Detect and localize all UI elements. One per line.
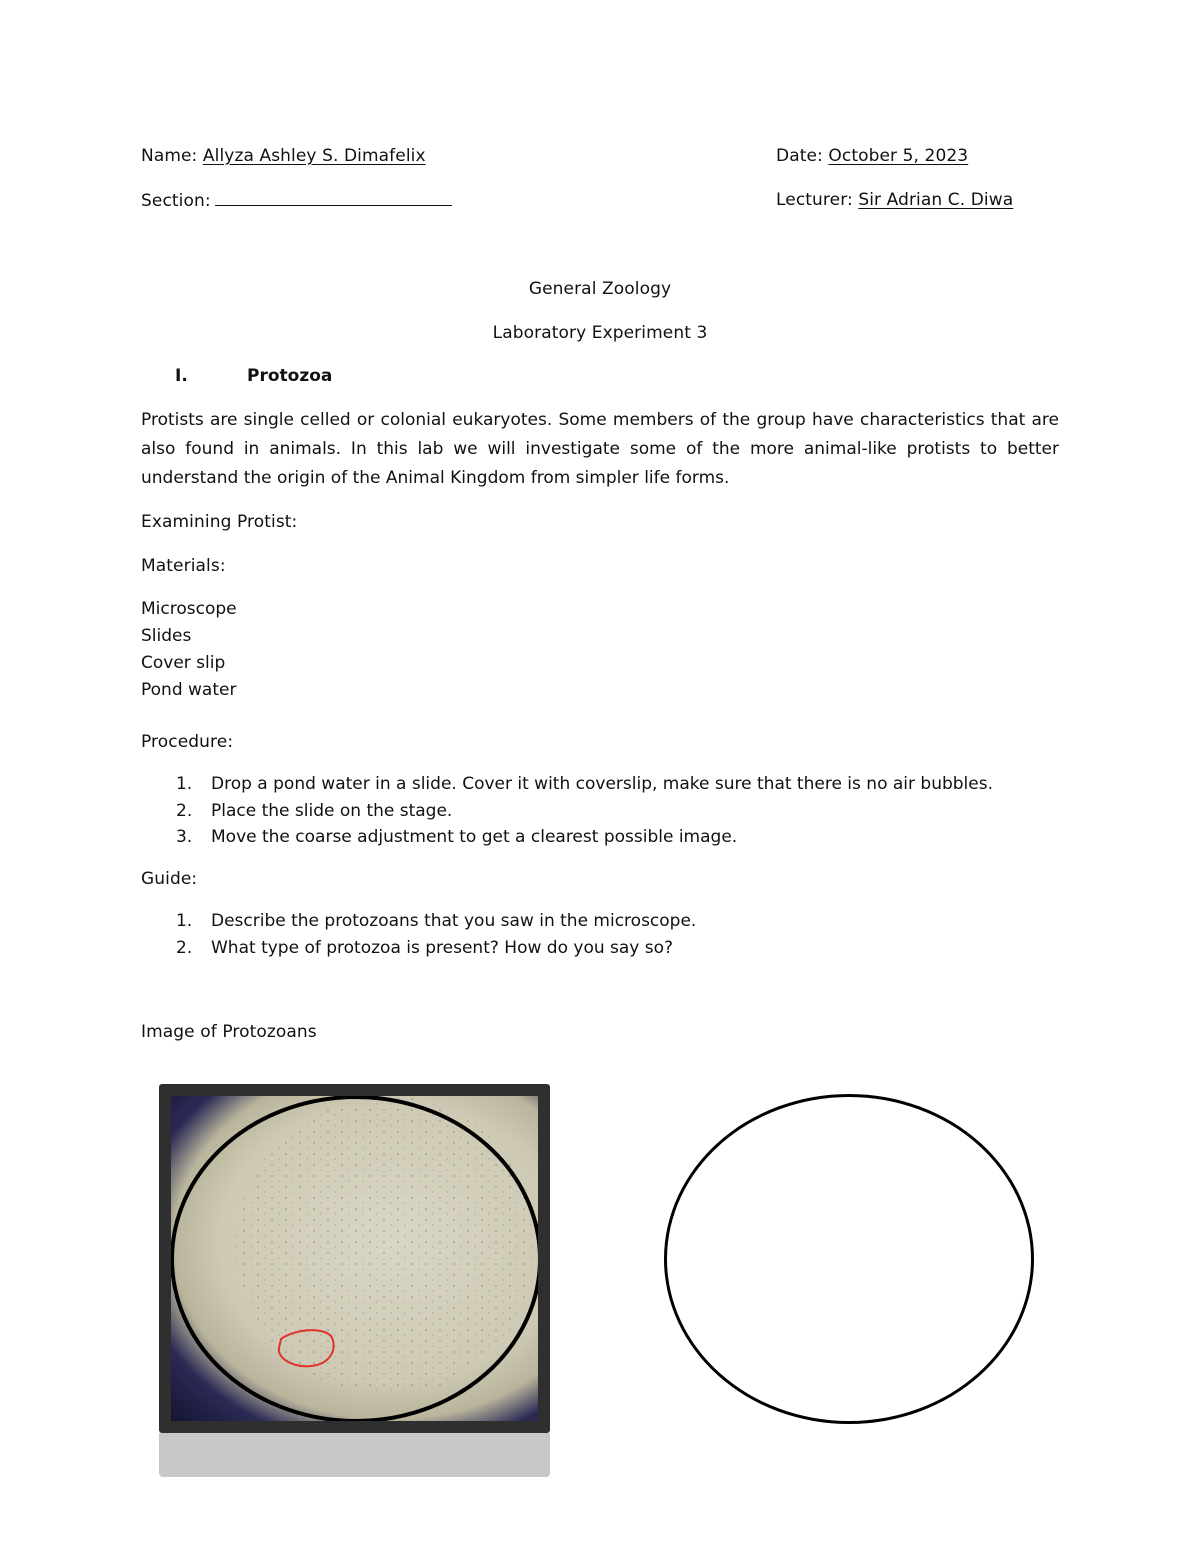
step-text: Place the slide on the stage.	[211, 800, 453, 821]
procedure-list	[141, 771, 993, 851]
course-title: General Zoology	[528, 279, 672, 299]
list-item: Slides	[141, 626, 192, 646]
date-field	[776, 145, 968, 167]
guide-text: Describe the protozoans that you saw in the microscope.	[211, 911, 697, 931]
examining-label: Examining Protist:	[141, 512, 298, 532]
section-heading	[175, 366, 332, 386]
step-number: 2.	[176, 800, 193, 821]
name-label: Name:	[141, 146, 198, 166]
empty-drawing-circle	[664, 1094, 1034, 1424]
name-field	[141, 145, 426, 167]
step-text: Drop a pond water in a slide. Cover it with coverslip, make sure that there is no air bubbles.	[211, 774, 993, 794]
list-item: Microscope	[141, 599, 237, 619]
name-value: Allyza Ashley S. Dimafelix	[202, 146, 426, 166]
list-item	[141, 935, 696, 962]
materials-label: Materials:	[141, 556, 226, 576]
list-item	[141, 798, 993, 825]
section-blank-line	[215, 189, 452, 206]
lecturer-field	[776, 189, 1013, 211]
list-item	[141, 908, 696, 935]
section-number: I.	[175, 366, 188, 386]
guide-number: 1.	[176, 911, 193, 931]
materials-list	[141, 596, 237, 704]
date-label: Date:	[776, 146, 823, 166]
procedure-label: Procedure:	[141, 732, 234, 752]
list-item	[141, 771, 993, 798]
microscope-view-overlay	[171, 1096, 538, 1421]
section-label: Section:	[141, 191, 211, 211]
guide-list	[141, 908, 696, 961]
date-value: October 5, 2023	[828, 146, 969, 166]
list-item	[141, 824, 993, 851]
intro-paragraph: Protists are single celled or colonial eukaryotes. Some members of the group have characteristics that are also found in animals. In this lab we will investigate some of the more animal-like protists to better understand the origin of the Animal Kingdom from simpler life forms.	[141, 410, 1059, 488]
guide-text: What type of protozoa is present? How do you say so?	[211, 937, 674, 958]
experiment-title: Laboratory Experiment 3	[492, 323, 708, 343]
list-item: Pond water	[141, 680, 237, 700]
step-number: 3.	[176, 827, 193, 847]
guide-label: Guide:	[141, 869, 198, 889]
microscope-photo	[171, 1096, 538, 1421]
guide-number: 2.	[176, 937, 193, 958]
image-caption: Image of Protozoans	[141, 1022, 317, 1042]
step-number: 1.	[176, 774, 193, 794]
section-field	[141, 189, 452, 212]
lecturer-value: Sir Adrian C. Diwa	[858, 190, 1014, 210]
list-item: Cover slip	[141, 653, 226, 673]
lecturer-label: Lecturer:	[776, 190, 853, 210]
section-title: Protozoa	[247, 366, 333, 386]
step-text: Move the coarse adjustment to get a clearest possible image.	[211, 827, 738, 847]
photo-frame-bottom	[159, 1433, 550, 1477]
